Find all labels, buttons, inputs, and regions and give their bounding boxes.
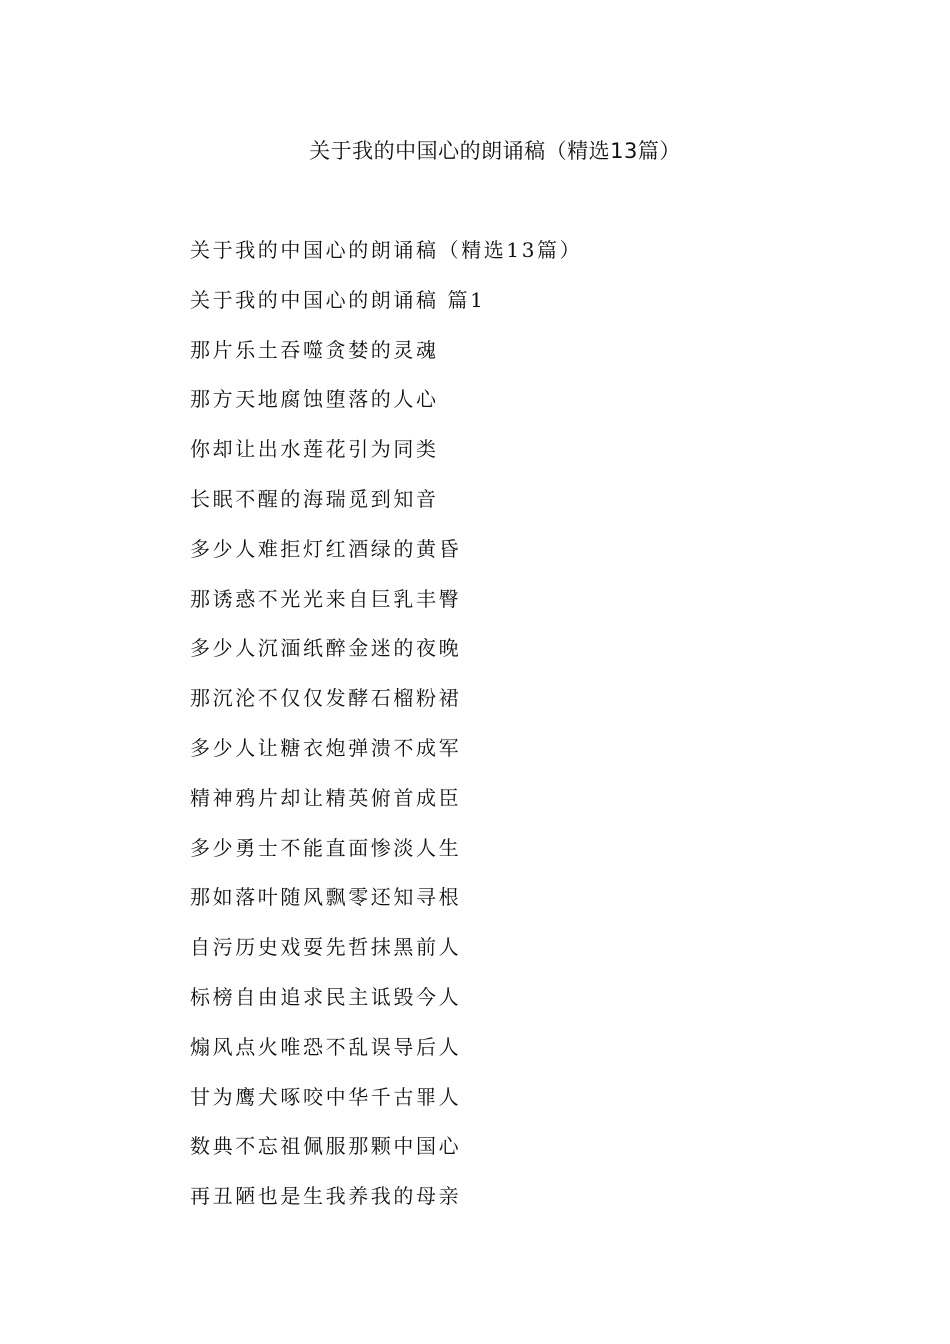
text-line: 那方天地腐蚀堕落的人心 xyxy=(190,387,439,412)
text-line: 关于我的中国心的朗诵稿（精选13篇） xyxy=(190,238,583,262)
document-title: 关于我的中国心的朗诵稿（精选13篇） xyxy=(309,139,681,163)
text-line: 那片乐土吞噬贪婪的灵魂 xyxy=(190,337,439,362)
text-line: 多少人让糖衣炮弹溃不成军 xyxy=(190,735,462,760)
text-line: 再丑陋也是生我养我的母亲 xyxy=(190,1184,462,1209)
text-line: 多少勇士不能直面惨淡人生 xyxy=(190,835,462,860)
text-line: 多少人难拒灯红酒绿的黄昏 xyxy=(190,536,462,561)
text-line: 煽风点火唯恐不乱误导后人 xyxy=(190,1034,462,1059)
text-line: 标榜自由追求民主诋毁今人 xyxy=(190,984,462,1009)
text-line: 关于我的中国心的朗诵稿 篇1 xyxy=(190,287,486,312)
poem-body xyxy=(190,233,890,1229)
text-line: 甘为鹰犬啄咬中华千古罪人 xyxy=(190,1084,462,1109)
text-line: 那诱惑不光光来自巨乳丰臀 xyxy=(190,586,462,611)
text-line: 那沉沦不仅仅发酵石榴粉裙 xyxy=(190,686,462,711)
text-line: 精神鸦片却让精英俯首成臣 xyxy=(190,785,462,810)
text-line: 那如落叶随风飘零还知寻根 xyxy=(190,885,462,910)
text-line: 自污历史戏耍先哲抹黑前人 xyxy=(190,935,462,960)
text-line: 你却让出水莲花引为同类 xyxy=(190,437,439,462)
text-line: 多少人沉湎纸醉金迷的夜晚 xyxy=(190,636,462,661)
text-line: 长眠不醒的海瑞觅到知音 xyxy=(190,486,439,511)
text-line: 数典不忘祖佩服那颗中国心 xyxy=(190,1134,462,1159)
